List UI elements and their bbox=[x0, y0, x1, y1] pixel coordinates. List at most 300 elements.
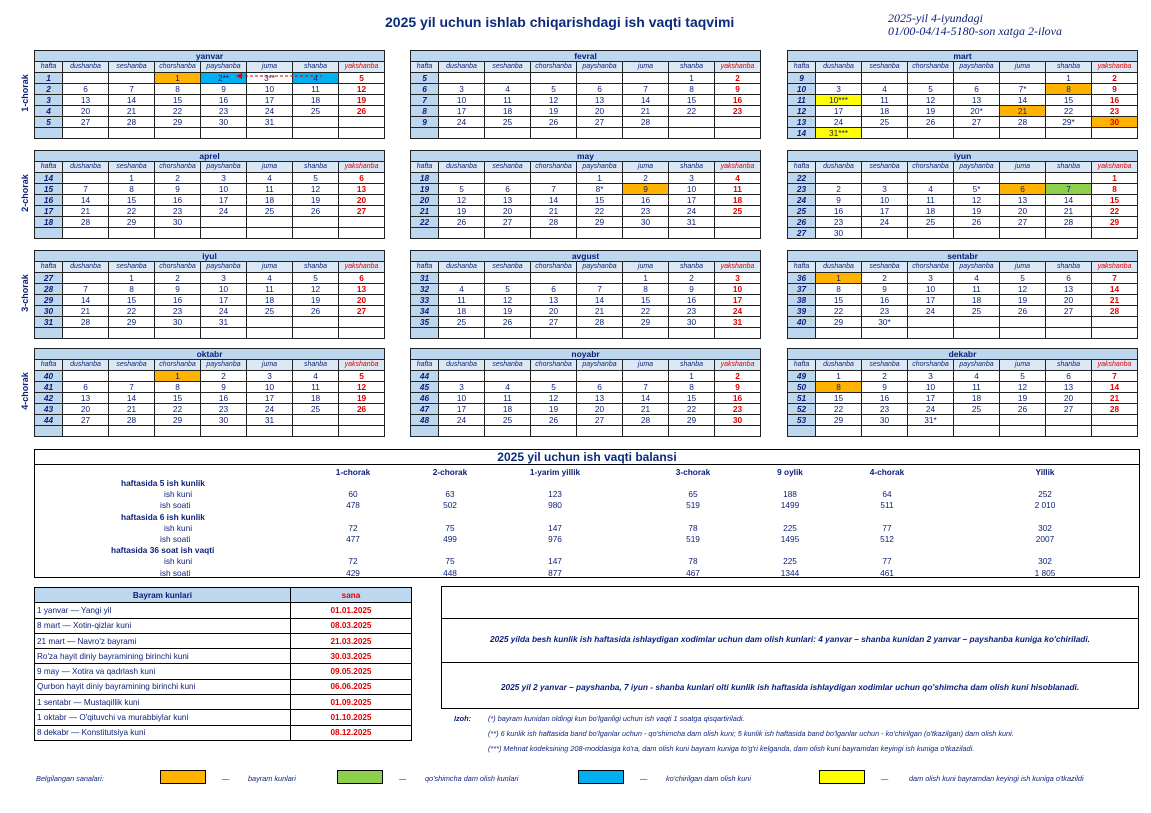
day-cell bbox=[715, 426, 761, 437]
day-cell bbox=[63, 273, 109, 284]
weekday-header: juma bbox=[623, 262, 669, 273]
day-cell: 24 bbox=[715, 306, 761, 317]
day-cell bbox=[339, 426, 385, 437]
weekday-header: hafta bbox=[411, 262, 439, 273]
weekday-header: yakshanba bbox=[1092, 360, 1138, 371]
day-cell bbox=[293, 128, 339, 139]
day-cell: 28 bbox=[1092, 404, 1138, 415]
month-name: mart bbox=[788, 51, 1138, 62]
week-row bbox=[411, 95, 761, 106]
day-cell bbox=[908, 228, 954, 239]
day-cell: 25 bbox=[293, 106, 339, 117]
week-number: 40 bbox=[35, 371, 63, 382]
week-row bbox=[411, 73, 761, 84]
day-cell: 31* bbox=[908, 415, 954, 426]
day-cell: 12 bbox=[439, 195, 485, 206]
day-cell: 19 bbox=[1000, 393, 1046, 404]
day-cell: 28 bbox=[577, 317, 623, 328]
day-cell bbox=[862, 128, 908, 139]
weekday-header-row bbox=[411, 262, 761, 273]
day-cell: 17 bbox=[669, 195, 715, 206]
day-cell: 14 bbox=[109, 393, 155, 404]
day-cell bbox=[623, 228, 669, 239]
day-cell: 2 bbox=[155, 273, 201, 284]
day-cell: 16 bbox=[623, 195, 669, 206]
day-cell: 3 bbox=[201, 273, 247, 284]
day-cell bbox=[577, 228, 623, 239]
weekday-header: dushanba bbox=[439, 62, 485, 73]
week-row bbox=[788, 382, 1138, 393]
balance-row-label: ish soati bbox=[160, 534, 191, 544]
day-cell: 24 bbox=[862, 217, 908, 228]
weekday-header: payshanba bbox=[577, 360, 623, 371]
day-cell bbox=[439, 273, 485, 284]
day-cell bbox=[1092, 415, 1138, 426]
day-cell bbox=[1000, 73, 1046, 84]
day-cell: 21 bbox=[623, 404, 669, 415]
day-cell bbox=[715, 128, 761, 139]
day-cell: 8 bbox=[669, 382, 715, 393]
day-cell bbox=[339, 228, 385, 239]
day-cell: 22 bbox=[109, 206, 155, 217]
holidays-header-date: sana bbox=[291, 588, 412, 603]
day-cell: 19 bbox=[531, 404, 577, 415]
day-cell: 26 bbox=[531, 117, 577, 128]
day-cell: 7 bbox=[1092, 273, 1138, 284]
weekday-header: payshanba bbox=[201, 162, 247, 173]
day-cell: 22 bbox=[816, 306, 862, 317]
day-cell: 4 bbox=[293, 371, 339, 382]
day-cell: 1 bbox=[577, 173, 623, 184]
day-cell bbox=[816, 173, 862, 184]
week-row bbox=[411, 184, 761, 195]
week-row bbox=[788, 393, 1138, 404]
month-name-row bbox=[788, 151, 1138, 162]
weekday-header: hafta bbox=[35, 62, 63, 73]
weekday-header: dushanba bbox=[816, 360, 862, 371]
weekday-header-row bbox=[788, 360, 1138, 371]
week-number: 26 bbox=[788, 217, 816, 228]
legend-swatch-green bbox=[337, 770, 383, 784]
day-cell bbox=[623, 426, 669, 437]
holiday-row bbox=[35, 679, 412, 694]
day-cell bbox=[669, 128, 715, 139]
week-number bbox=[788, 328, 816, 339]
day-cell: 15 bbox=[109, 295, 155, 306]
day-cell: 6 bbox=[339, 273, 385, 284]
day-cell: 5 bbox=[293, 173, 339, 184]
day-cell: 27 bbox=[954, 117, 1000, 128]
day-cell bbox=[623, 371, 669, 382]
day-cell: 22 bbox=[623, 306, 669, 317]
day-cell: 30 bbox=[715, 415, 761, 426]
day-cell: 10 bbox=[908, 284, 954, 295]
day-cell: 30 bbox=[1092, 117, 1138, 128]
weekday-header: shanba bbox=[669, 360, 715, 371]
week-row bbox=[411, 173, 761, 184]
day-cell bbox=[155, 426, 201, 437]
day-cell bbox=[577, 128, 623, 139]
weekday-header: chorshanba bbox=[155, 62, 201, 73]
day-cell: 20 bbox=[1000, 206, 1046, 217]
day-cell: 19 bbox=[439, 206, 485, 217]
day-cell: 18 bbox=[247, 195, 293, 206]
day-cell: 23 bbox=[623, 206, 669, 217]
weekday-header: seshanba bbox=[109, 262, 155, 273]
week-number: 9 bbox=[788, 73, 816, 84]
legend-dash: — bbox=[399, 774, 407, 783]
day-cell: 4 bbox=[439, 284, 485, 295]
day-cell: 17 bbox=[816, 106, 862, 117]
week-row bbox=[788, 95, 1138, 106]
day-cell: 6 bbox=[485, 184, 531, 195]
balance-value: 302 bbox=[1038, 556, 1052, 567]
month-name-row bbox=[788, 349, 1138, 360]
day-cell: 15 bbox=[816, 295, 862, 306]
weekday-header: hafta bbox=[35, 360, 63, 371]
day-cell: 10 bbox=[439, 95, 485, 106]
day-cell: 25 bbox=[954, 306, 1000, 317]
week-number: 19 bbox=[411, 184, 439, 195]
day-cell: 31 bbox=[201, 317, 247, 328]
weekday-header: chorshanba bbox=[155, 360, 201, 371]
week-number: 16 bbox=[35, 195, 63, 206]
day-cell: 20 bbox=[339, 295, 385, 306]
day-cell: 30 bbox=[155, 317, 201, 328]
day-cell: 26 bbox=[908, 117, 954, 128]
day-cell: 3 bbox=[862, 184, 908, 195]
holiday-name: 8 mart — Xotin-qizlar kuni bbox=[35, 618, 291, 633]
day-cell: 11 bbox=[247, 284, 293, 295]
balance-group-label: haftasida 5 ish kunlik bbox=[121, 478, 205, 488]
day-cell: 30 bbox=[669, 317, 715, 328]
weekday-header: seshanba bbox=[109, 162, 155, 173]
weekday-header: payshanba bbox=[201, 360, 247, 371]
day-cell bbox=[63, 328, 109, 339]
balance-value: 477 bbox=[346, 534, 360, 544]
day-cell: 21 bbox=[577, 306, 623, 317]
day-cell bbox=[1000, 415, 1046, 426]
day-cell bbox=[109, 73, 155, 84]
holiday-row bbox=[35, 725, 412, 740]
holiday-date: 30.03.2025 bbox=[291, 649, 412, 664]
day-cell: 3 bbox=[908, 371, 954, 382]
day-cell bbox=[1046, 317, 1092, 328]
balance-value: 467 bbox=[686, 567, 700, 578]
day-cell bbox=[954, 128, 1000, 139]
week-number: 10 bbox=[788, 84, 816, 95]
day-cell bbox=[247, 217, 293, 228]
day-cell bbox=[669, 328, 715, 339]
day-cell bbox=[1046, 173, 1092, 184]
day-cell: 27 bbox=[531, 317, 577, 328]
weekday-header-row bbox=[788, 162, 1138, 173]
day-cell: 25 bbox=[715, 206, 761, 217]
weekday-header: juma bbox=[247, 360, 293, 371]
weekday-header-row bbox=[788, 62, 1138, 73]
day-cell: 20 bbox=[531, 306, 577, 317]
day-cell: 19 bbox=[954, 206, 1000, 217]
day-cell: 2 bbox=[201, 371, 247, 382]
weekday-header-row bbox=[35, 360, 385, 371]
day-cell bbox=[63, 426, 109, 437]
day-cell: 12 bbox=[293, 284, 339, 295]
day-cell: 13 bbox=[577, 393, 623, 404]
day-cell: 27 bbox=[339, 306, 385, 317]
day-cell: 22 bbox=[1092, 206, 1138, 217]
week-row bbox=[788, 84, 1138, 95]
day-cell: 20 bbox=[577, 404, 623, 415]
day-cell: 7 bbox=[531, 184, 577, 195]
week-row bbox=[788, 106, 1138, 117]
week-number bbox=[35, 426, 63, 437]
day-cell: 6 bbox=[577, 84, 623, 95]
week-row bbox=[35, 228, 385, 239]
day-cell bbox=[954, 426, 1000, 437]
weekday-header: seshanba bbox=[862, 162, 908, 173]
week-number bbox=[35, 228, 63, 239]
legend-label: Belgilangan sanalari: bbox=[36, 774, 104, 783]
day-cell: 31 bbox=[715, 317, 761, 328]
day-cell: 16 bbox=[862, 295, 908, 306]
week-number: 43 bbox=[35, 404, 63, 415]
weekday-header: shanba bbox=[293, 62, 339, 73]
day-cell: 19 bbox=[531, 106, 577, 117]
weekday-header: seshanba bbox=[862, 360, 908, 371]
weekday-header: hafta bbox=[788, 360, 816, 371]
week-row bbox=[35, 195, 385, 206]
day-cell: 8 bbox=[669, 84, 715, 95]
weekday-header: dushanba bbox=[63, 62, 109, 73]
weekday-header: hafta bbox=[35, 262, 63, 273]
day-cell bbox=[63, 371, 109, 382]
day-cell: 31 bbox=[247, 415, 293, 426]
day-cell: 9 bbox=[1092, 84, 1138, 95]
week-row bbox=[788, 206, 1138, 217]
month-oktabr bbox=[34, 348, 385, 437]
week-number: 5 bbox=[411, 73, 439, 84]
week-number: 37 bbox=[788, 284, 816, 295]
balance-value: 512 bbox=[880, 534, 894, 544]
month-name: iyun bbox=[788, 151, 1138, 162]
week-row bbox=[35, 117, 385, 128]
weekday-header: chorshanba bbox=[531, 162, 577, 173]
day-cell: 25 bbox=[247, 306, 293, 317]
weekday-header: chorshanba bbox=[908, 360, 954, 371]
day-cell: 10 bbox=[247, 84, 293, 95]
day-cell: 20* bbox=[954, 106, 1000, 117]
day-cell bbox=[862, 328, 908, 339]
izoh-line-3: (***) Mehnat kodeksining 208-moddasiga ko'ra, dam olish kuni bayram kuniga to'g'ri kelganda, dam olish kuni bayramdan keyingi ish kuniga o'tkaziladi. bbox=[488, 744, 975, 753]
weekday-header: seshanba bbox=[109, 360, 155, 371]
day-cell: 22 bbox=[1046, 106, 1092, 117]
holiday-row bbox=[35, 649, 412, 664]
quarter-label-3: 3-chorak bbox=[20, 274, 30, 312]
day-cell: 6 bbox=[577, 382, 623, 393]
month-name: may bbox=[411, 151, 761, 162]
day-cell: 30* bbox=[862, 317, 908, 328]
day-cell bbox=[247, 228, 293, 239]
week-number: 52 bbox=[788, 404, 816, 415]
day-cell: 5 bbox=[439, 184, 485, 195]
balance-column-header: 1-chorak bbox=[335, 467, 371, 477]
legend-swatch-blue bbox=[578, 770, 624, 784]
day-cell: 29 bbox=[155, 117, 201, 128]
day-cell: 26 bbox=[293, 306, 339, 317]
day-cell bbox=[109, 328, 155, 339]
day-cell: 21 bbox=[1092, 295, 1138, 306]
day-cell bbox=[155, 328, 201, 339]
quarter-label-4: 4-chorak bbox=[20, 372, 30, 410]
week-row bbox=[788, 306, 1138, 317]
week-row bbox=[411, 371, 761, 382]
week-row bbox=[35, 273, 385, 284]
balance-value: 877 bbox=[548, 567, 562, 578]
day-cell: 24 bbox=[816, 117, 862, 128]
week-row bbox=[411, 84, 761, 95]
weekday-header: chorshanba bbox=[531, 360, 577, 371]
weekday-header: hafta bbox=[788, 262, 816, 273]
day-cell bbox=[293, 415, 339, 426]
day-cell: 19 bbox=[1000, 295, 1046, 306]
day-cell bbox=[63, 173, 109, 184]
day-cell: 10 bbox=[439, 393, 485, 404]
month-noyabr bbox=[410, 348, 761, 437]
week-row bbox=[411, 195, 761, 206]
month-name: aprel bbox=[35, 151, 385, 162]
month-name: noyabr bbox=[411, 349, 761, 360]
day-cell: 26 bbox=[1000, 404, 1046, 415]
day-cell: 9 bbox=[669, 284, 715, 295]
day-cell: 23 bbox=[862, 306, 908, 317]
day-cell bbox=[293, 426, 339, 437]
day-cell bbox=[577, 273, 623, 284]
month-dekabr bbox=[787, 348, 1138, 437]
week-row bbox=[788, 228, 1138, 239]
day-cell: 16 bbox=[816, 206, 862, 217]
week-number: 11 bbox=[788, 95, 816, 106]
day-cell: 24 bbox=[669, 206, 715, 217]
weekday-header: hafta bbox=[411, 162, 439, 173]
week-number: 27 bbox=[788, 228, 816, 239]
day-cell bbox=[155, 228, 201, 239]
week-number bbox=[411, 328, 439, 339]
week-number bbox=[788, 426, 816, 437]
day-cell: 10 bbox=[247, 382, 293, 393]
month-name: oktabr bbox=[35, 349, 385, 360]
weekday-header: dushanba bbox=[439, 162, 485, 173]
day-cell bbox=[715, 217, 761, 228]
day-cell: 16 bbox=[715, 393, 761, 404]
day-cell: 19 bbox=[908, 106, 954, 117]
week-number: 51 bbox=[788, 393, 816, 404]
weekday-header: dushanba bbox=[816, 62, 862, 73]
balance-value: 252 bbox=[1038, 489, 1052, 500]
day-cell: 1 bbox=[816, 371, 862, 382]
weekday-header: yakshanba bbox=[715, 162, 761, 173]
day-cell bbox=[439, 426, 485, 437]
day-cell: 21 bbox=[1046, 206, 1092, 217]
legend-text: bayram kunlari bbox=[248, 774, 296, 783]
day-cell: 2 bbox=[623, 173, 669, 184]
day-cell: 26 bbox=[293, 206, 339, 217]
holidays-table bbox=[34, 587, 412, 741]
holiday-row bbox=[35, 603, 412, 618]
balance-value: 77 bbox=[882, 522, 892, 533]
day-cell bbox=[339, 128, 385, 139]
day-cell bbox=[247, 317, 293, 328]
day-cell: 29 bbox=[669, 415, 715, 426]
day-cell: 3 bbox=[816, 84, 862, 95]
week-row bbox=[35, 295, 385, 306]
day-cell: 16 bbox=[669, 295, 715, 306]
day-cell: 27 bbox=[63, 415, 109, 426]
weekday-header: seshanba bbox=[862, 62, 908, 73]
week-row bbox=[411, 284, 761, 295]
weekday-header: hafta bbox=[35, 162, 63, 173]
weekday-header: juma bbox=[1000, 162, 1046, 173]
day-cell: 7 bbox=[1046, 184, 1092, 195]
week-number: 18 bbox=[35, 217, 63, 228]
day-cell: 14 bbox=[1092, 382, 1138, 393]
legend-dash: — bbox=[222, 774, 230, 783]
month-name-row bbox=[35, 251, 385, 262]
month-name-row bbox=[411, 251, 761, 262]
week-row bbox=[788, 426, 1138, 437]
day-cell: 15 bbox=[109, 195, 155, 206]
holiday-row bbox=[35, 633, 412, 648]
month-iyun bbox=[787, 150, 1138, 239]
week-number: 18 bbox=[411, 173, 439, 184]
day-cell: 28 bbox=[1046, 217, 1092, 228]
day-cell: 15 bbox=[669, 95, 715, 106]
day-cell: 29 bbox=[155, 415, 201, 426]
day-cell: 30 bbox=[201, 117, 247, 128]
day-cell bbox=[1046, 228, 1092, 239]
day-cell: 2 bbox=[862, 273, 908, 284]
day-cell bbox=[623, 73, 669, 84]
day-cell: 12 bbox=[339, 84, 385, 95]
day-cell: 20 bbox=[1046, 295, 1092, 306]
page-title: 2025 yil uchun ishlab chiqarishdagi ish vaqti taqvimi bbox=[385, 14, 735, 30]
day-cell bbox=[954, 228, 1000, 239]
day-cell: 2 bbox=[1092, 73, 1138, 84]
month-fevral bbox=[410, 50, 761, 139]
day-cell bbox=[954, 317, 1000, 328]
week-number: 48 bbox=[411, 415, 439, 426]
day-cell: 7 bbox=[109, 382, 155, 393]
day-cell bbox=[485, 426, 531, 437]
weekday-header: dushanba bbox=[63, 262, 109, 273]
day-cell bbox=[201, 228, 247, 239]
day-cell: 28 bbox=[63, 317, 109, 328]
day-cell bbox=[862, 173, 908, 184]
day-cell: 25 bbox=[485, 117, 531, 128]
day-cell: 4 bbox=[485, 84, 531, 95]
week-row bbox=[411, 404, 761, 415]
day-cell: 6 bbox=[63, 382, 109, 393]
day-cell bbox=[816, 73, 862, 84]
day-cell: 6 bbox=[1046, 371, 1092, 382]
week-row bbox=[35, 393, 385, 404]
day-cell: 21 bbox=[623, 106, 669, 117]
day-cell: 12 bbox=[293, 184, 339, 195]
week-number bbox=[35, 128, 63, 139]
day-cell: 17 bbox=[908, 393, 954, 404]
holiday-name: 1 yanvar — Yangi yil bbox=[35, 603, 291, 618]
balance-value: 1344 bbox=[780, 567, 800, 578]
day-cell bbox=[1000, 426, 1046, 437]
